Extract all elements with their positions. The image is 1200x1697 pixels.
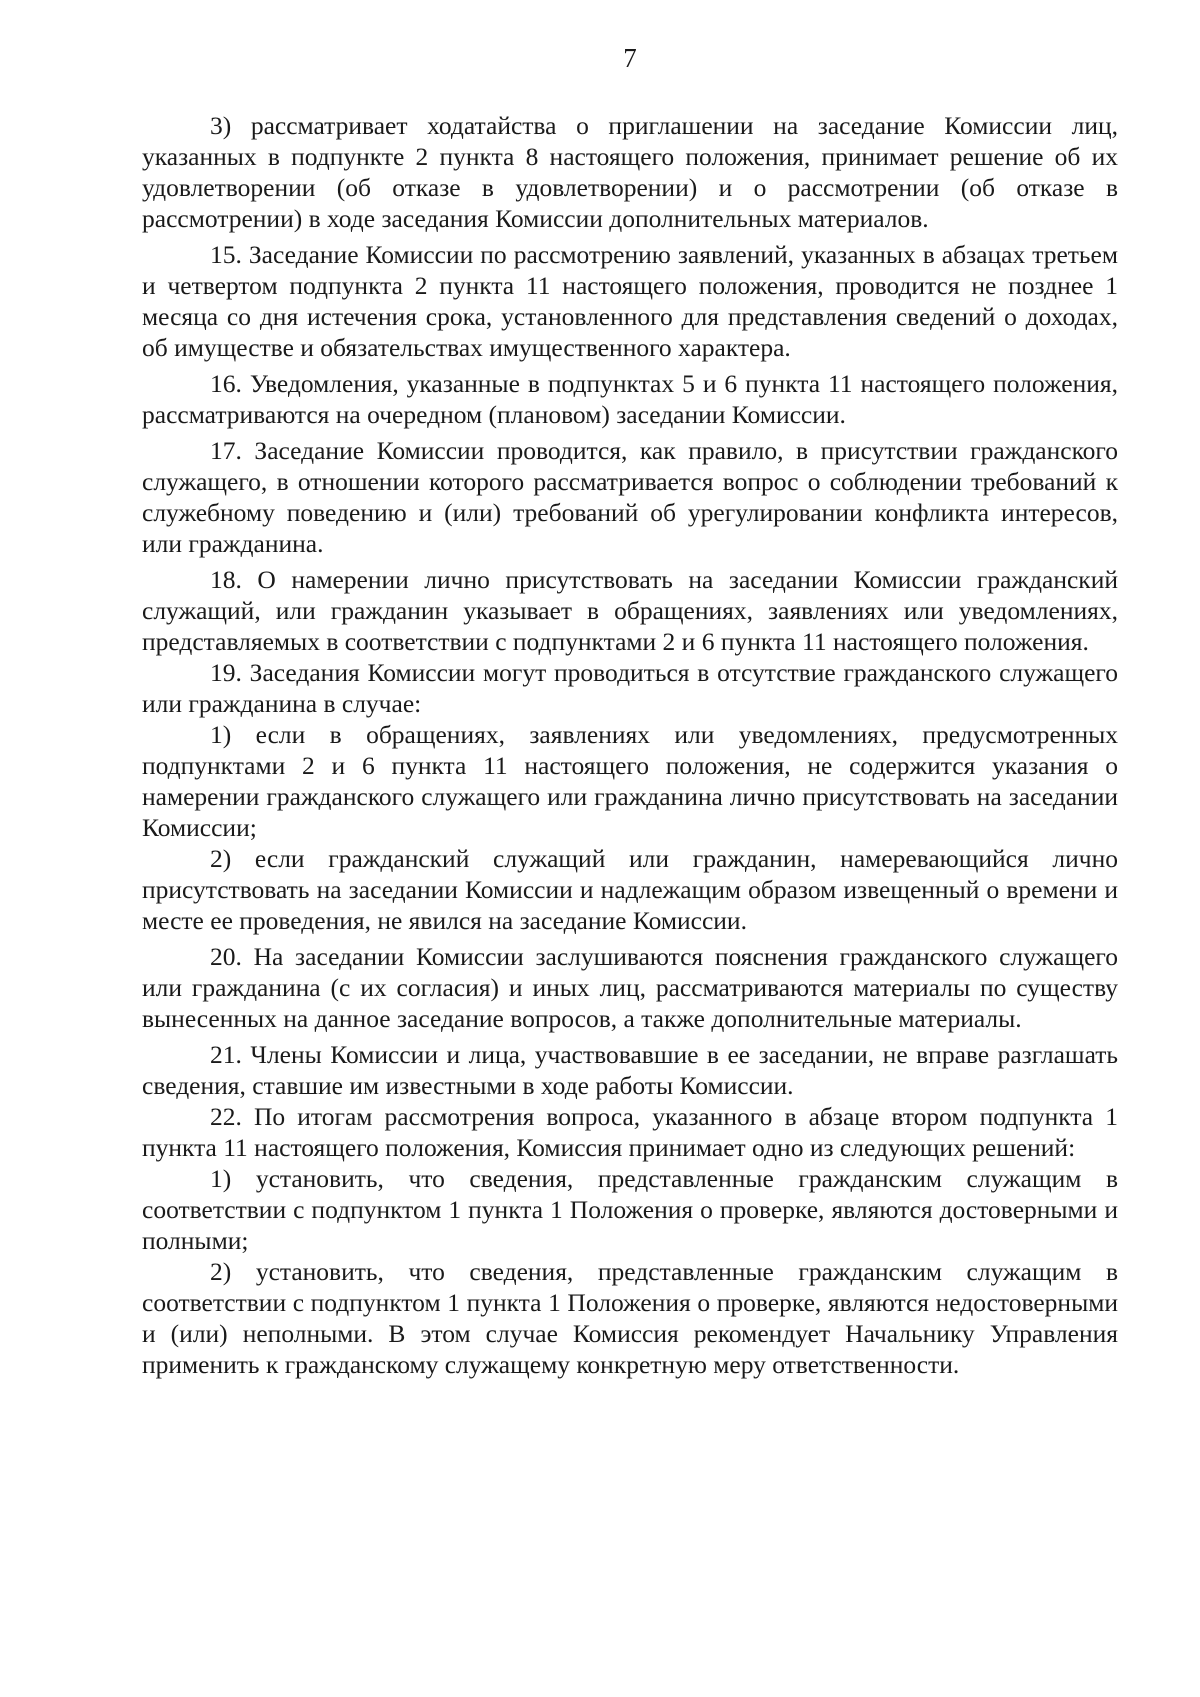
paragraph-19-item-1: 1) если в обращениях, заявлениях или уведомлениях, предусмотренных подпунктами 2 и 6 пункта 11 настоящего положения, не содержится указания о намерении гражданского служащего или гражданина лично присутствовать на заседании Комиссии; (142, 720, 1118, 842)
paragraph-18: 18. О намерении лично присутствовать на заседании Комиссии гражданский служащий, или гражданин указывает в обращениях, заявлениях или уведомлениях, представляемых в соответствии с подпунктами 2 и 6 пункта 11 настоящего положения. (142, 565, 1118, 656)
paragraph-item-3: 3) рассматривает ходатайства о приглашении на заседание Комиссии лиц, указанных в подпункте 2 пункта 8 настоящего положения, принимает решение об их удовлетворении (об отказе в удовлетворении) и о рассмотрении (об отказе в рассмотрении) в ходе заседания Комиссии дополнительных материалов. (142, 111, 1118, 233)
paragraph-19: 19. Заседания Комиссии могут проводиться в отсутствие гражданского служащего или гражданина в случае: (142, 658, 1118, 718)
paragraph-22: 22. По итогам рассмотрения вопроса, указанного в абзаце втором подпункта 1 пункта 11 настоящего положения, Комиссия принимает одно из следующих решений: (142, 1102, 1118, 1162)
paragraph-20: 20. На заседании Комиссии заслушиваются пояснения гражданского служащего или гражданина (с их согласия) и иных лиц, рассматриваются материалы по существу вынесенных на данное заседание вопросов, а также дополнительные материалы. (142, 942, 1118, 1033)
paragraph-21: 21. Члены Комиссии и лица, участвовавшие в ее заседании, не вправе разглашать сведения, ставшие им известными в ходе работы Комиссии. (142, 1040, 1118, 1100)
paragraph-15: 15. Заседание Комиссии по рассмотрению заявлений, указанных в абзацах третьем и четвертом подпункта 2 пункта 11 настоящего положения, проводится не позднее 1 месяца со дня истечения срока, установленного для представления сведений о доходах, об имуществе и обязательствах имущественного характера. (142, 240, 1118, 362)
paragraph-22-item-1: 1) установить, что сведения, представленные гражданским служащим в соответствии с подпунктом 1 пункта 1 Положения о проверке, являются достоверными и полными; (142, 1164, 1118, 1255)
page-number: 7 (623, 43, 637, 73)
paragraph-16: 16. Уведомления, указанные в подпунктах 5 и 6 пункта 11 настоящего положения, рассматриваются на очередном (плановом) заседании Комиссии. (142, 369, 1118, 429)
document-body (142, 110, 1118, 1380)
paragraph-17: 17. Заседание Комиссии проводится, как правило, в присутствии гражданского служащего, в отношении которого рассматривается вопрос о соблюдении требований к служебному поведению и (или) требований об урегулировании конфликта интересов, или гражданина. (142, 436, 1118, 558)
paragraph-19-item-2: 2) если гражданский служащий или гражданин, намеревающийся лично присутствовать на заседании Комиссии и надлежащим образом извещенный о времени и месте ее проведения, не явился на заседание Комиссии. (142, 844, 1118, 935)
paragraph-22-item-2: 2) установить, что сведения, представленные гражданским служащим в соответствии с подпунктом 1 пункта 1 Положения о проверке, являются недостоверными и (или) неполными. В этом случае Комиссия рекомендует Начальнику Управления применить к гражданскому служащему конкретную меру ответственности. (142, 1257, 1118, 1379)
